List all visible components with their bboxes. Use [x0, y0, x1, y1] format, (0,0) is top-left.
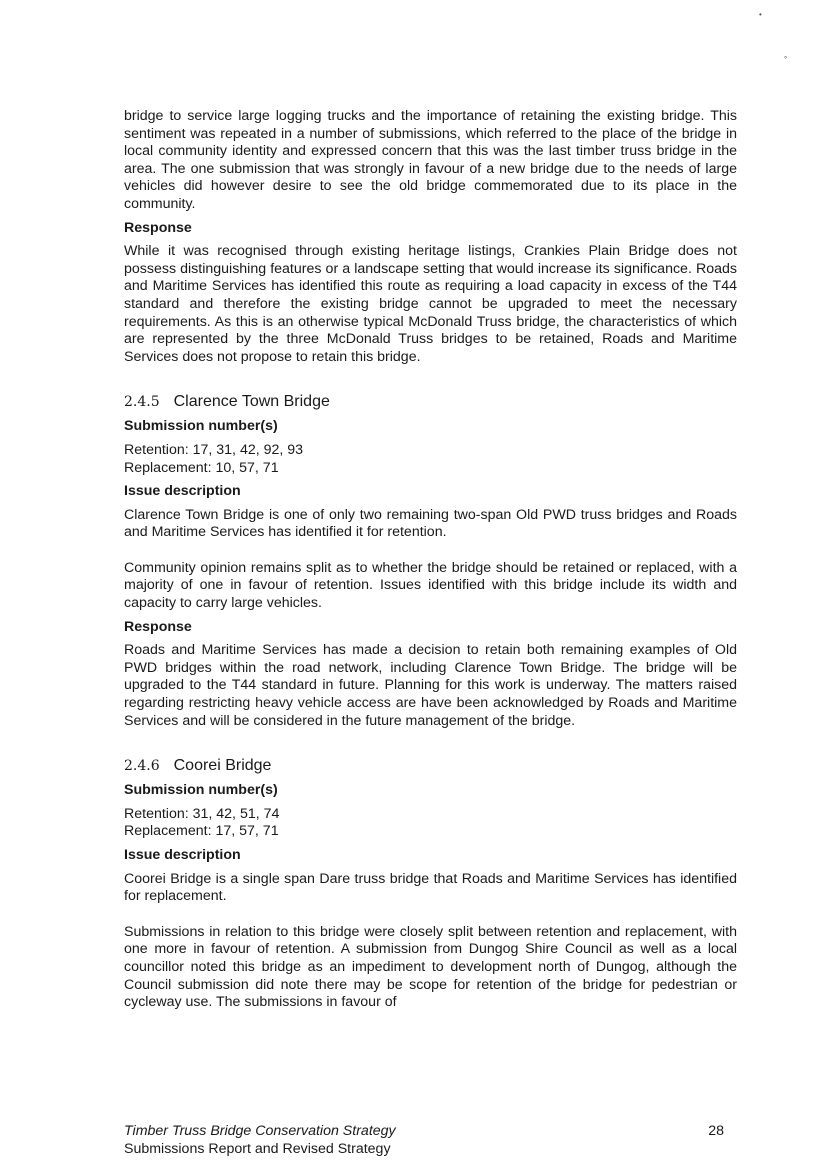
submission-label: Submission number(s) [124, 782, 278, 799]
page-number: 28 [708, 1123, 724, 1139]
footer-subtitle: Submissions Report and Revised Strategy [124, 1141, 391, 1157]
section-number: 2.4.5 [124, 394, 160, 411]
issue-paragraph: Coorei Bridge is a single span Dare truss bridge that Roads and Maritime Services has identified for replacement. [124, 870, 737, 905]
replacement-list: Replacement: 17, 57, 71 [124, 823, 279, 840]
response-paragraph: While it was recognised through existing heritage listings, Crankies Plain Bridge does not possess distinguishing features or a landscape setting that would increase its significance. Roads and Maritime Services has identified this route as requiring a load capacity in excess of the T44 standard and therefore the existing bridge cannot be upgraded to meet the necessary requirements. As this is an otherwise typical McDonald Truss bridge, the characteristics of which are represented by the three McDonald Truss bridges to be retained, Roads and Maritime Services does not propose to retain this bridge. [124, 243, 737, 365]
scan-mark: • [759, 10, 762, 19]
footer-title: Timber Truss Bridge Conservation Strategy [124, 1123, 396, 1139]
retention-list: Retention: 31, 42, 51, 74 [124, 805, 280, 822]
issue-label: Issue description [124, 847, 241, 863]
issue-label: Issue description [124, 483, 241, 500]
replacement-list: Replacement: 10, 57, 71 [124, 459, 279, 476]
submission-label: Submission number(s) [124, 418, 278, 435]
section-heading-coorei [124, 756, 737, 776]
page-body [124, 108, 737, 1012]
intro-paragraph: bridge to service large logging trucks and the importance of retaining the existing bridge. This sentiment was repeated in a number of submissions, which referred to the place of the bridge in local community identity and expressed concern that this was the last timber truss bridge in the area. The one submission that was strongly in favour of a new bridge due to the needs of large vehicles did however desire to see the old bridge commemorated due to its place in the community. [124, 108, 737, 212]
section-title: Clarence Town Bridge [173, 393, 330, 411]
retention-list: Retention: 17, 31, 42, 92, 93 [124, 441, 304, 458]
section-heading-clarence-town [124, 392, 737, 412]
issue-paragraph: Clarence Town Bridge is one of only two remaining two-span Old PWD truss bridges and Roads and Maritime Services has identified it for retention. [124, 506, 737, 541]
response-label: Response [124, 219, 192, 236]
issue-paragraph: Submissions in relation to this bridge were closely split between retention and replacement, with one more in favour of retention. A submission from Dungog Shire Council as well as a local councillor noted this bridge as an impediment to development north of Dungog, although the Council submission did note there may be scope for retention of the bridge for pedestrian or cycleway use. The submissions in favour of [124, 923, 737, 1011]
scan-mark: ° [784, 55, 788, 64]
issue-paragraph: Community opinion remains split as to whether the bridge should be retained or replaced, with a majority of one in favour of retention. Issues identified with this bridge include its width and capacity to carry large vehicles. [124, 559, 737, 612]
page-footer [124, 1122, 724, 1158]
section-title: Coorei Bridge [173, 757, 272, 775]
response-paragraph: Roads and Maritime Services has made a decision to retain both remaining examples of Old PWD bridges within the road network, including Clarence Town Bridge. The bridge will be upgraded to the T44 standard in future. Planning for this work is underway. The matters raised regarding restricting heavy vehicle access are have been acknowledged by Roads and Maritime Services and will be considered in the future management of the bridge. [124, 642, 737, 729]
response-label: Response [124, 618, 192, 635]
section-number: 2.4.6 [124, 758, 160, 775]
